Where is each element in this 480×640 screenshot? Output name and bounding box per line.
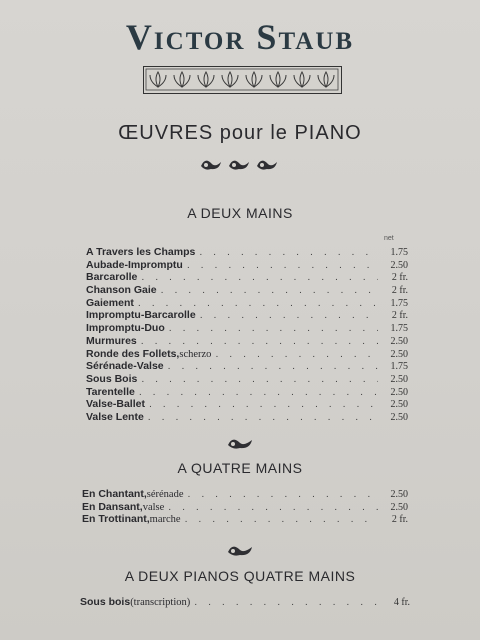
item-price: 1.75 — [390, 323, 408, 335]
item-title: En Trottinant, — [82, 513, 150, 526]
list-item — [86, 297, 408, 310]
list-item: Ronde des Follets, scherzo . . . 2.50 — [86, 348, 408, 361]
item-price: 2 fr. — [391, 514, 408, 526]
section-title-deux-mains: A DEUX MAINS — [187, 205, 293, 221]
item-price: 2 fr. — [391, 310, 408, 322]
list-item: En Chantant, sérénade . . . 2.50 — [82, 488, 408, 501]
item-price: 2.50 — [390, 489, 408, 500]
ornament-band — [143, 66, 342, 94]
item-price: 1.75 — [390, 297, 408, 309]
list-quatre-mains — [82, 488, 408, 526]
list-item — [86, 411, 408, 424]
item-title: Sous bois — [80, 596, 131, 608]
item-price: 2.50 — [390, 335, 408, 347]
item-title: Sérénade-Valse — [86, 360, 164, 373]
item-title: En Dansant, — [82, 500, 143, 513]
item-price: 2 fr. — [391, 272, 408, 284]
item-price: 2.50 — [390, 348, 408, 360]
list-item — [86, 386, 408, 399]
item-price: 2.50 — [390, 411, 408, 423]
list-item — [86, 259, 408, 272]
item-title: Impromptu-Barcarolle — [86, 309, 196, 322]
list-item: En Dansant, valse . . . 2.50 — [82, 501, 408, 514]
fleuron-icon — [226, 542, 254, 558]
list-deux-mains — [86, 246, 408, 424]
list-item — [86, 322, 408, 335]
list-item — [86, 373, 408, 386]
composer-name: Victor Staub — [125, 17, 355, 57]
item-title: A Travers les Champs — [86, 246, 196, 258]
item-title: Murmures — [86, 334, 137, 347]
fleuron-icon — [226, 435, 254, 451]
price-column-header: net — [384, 235, 394, 242]
section-title-deux-pianos: A DEUX PIANOS QUATRE MAINS — [124, 568, 356, 584]
item-title: Gaiement — [86, 296, 134, 309]
list-item — [86, 271, 408, 284]
item-title: Impromptu-Duo — [86, 322, 165, 335]
item-price: 1.75 — [390, 361, 408, 373]
item-title: Tarentelle — [86, 385, 135, 398]
item-price: 2.50 — [390, 399, 408, 411]
list-item — [86, 360, 408, 373]
item-title: Aubade-Impromptu — [86, 258, 183, 271]
item-title: En Chantant, — [82, 488, 147, 500]
item-title: Ronde des Follets, — [86, 347, 180, 360]
item-title: Sous Bois — [86, 372, 138, 385]
works-title: ŒUVRES pour le PIANO — [118, 122, 362, 144]
item-price: 2.50 — [390, 501, 408, 513]
item-price: 2 fr. — [391, 285, 408, 297]
item-title: Valse Lente — [86, 410, 144, 423]
item-title: Barcarolle — [86, 271, 138, 284]
list-item: Sous bois (transcription) . . . 4 fr. — [80, 596, 410, 609]
item-price: 2.50 — [390, 373, 408, 385]
item-price: 2.50 — [390, 386, 408, 398]
list-deux-pianos — [80, 596, 410, 609]
item-price: 1.75 — [390, 247, 408, 258]
list-item — [86, 335, 408, 348]
section-title-quatre-mains: A QUATRE MAINS — [177, 460, 303, 476]
triple-fleuron-icon — [197, 154, 283, 174]
item-price: 2.50 — [390, 259, 408, 271]
list-item — [86, 284, 408, 297]
list-item: En Trottinant, marche . . . 2 fr. — [82, 513, 408, 526]
list-item — [86, 398, 408, 411]
item-title: Chanson Gaie — [86, 284, 157, 297]
fleuron-divider-1 — [0, 435, 480, 456]
list-item — [86, 309, 408, 322]
item-price: 4 fr. — [393, 597, 410, 608]
fleuron-divider-2 — [0, 542, 480, 563]
fleuron-divider-top — [0, 154, 480, 179]
item-title: Valse-Ballet — [86, 398, 145, 411]
list-item — [86, 246, 408, 259]
palmette-frieze-icon — [144, 67, 340, 92]
